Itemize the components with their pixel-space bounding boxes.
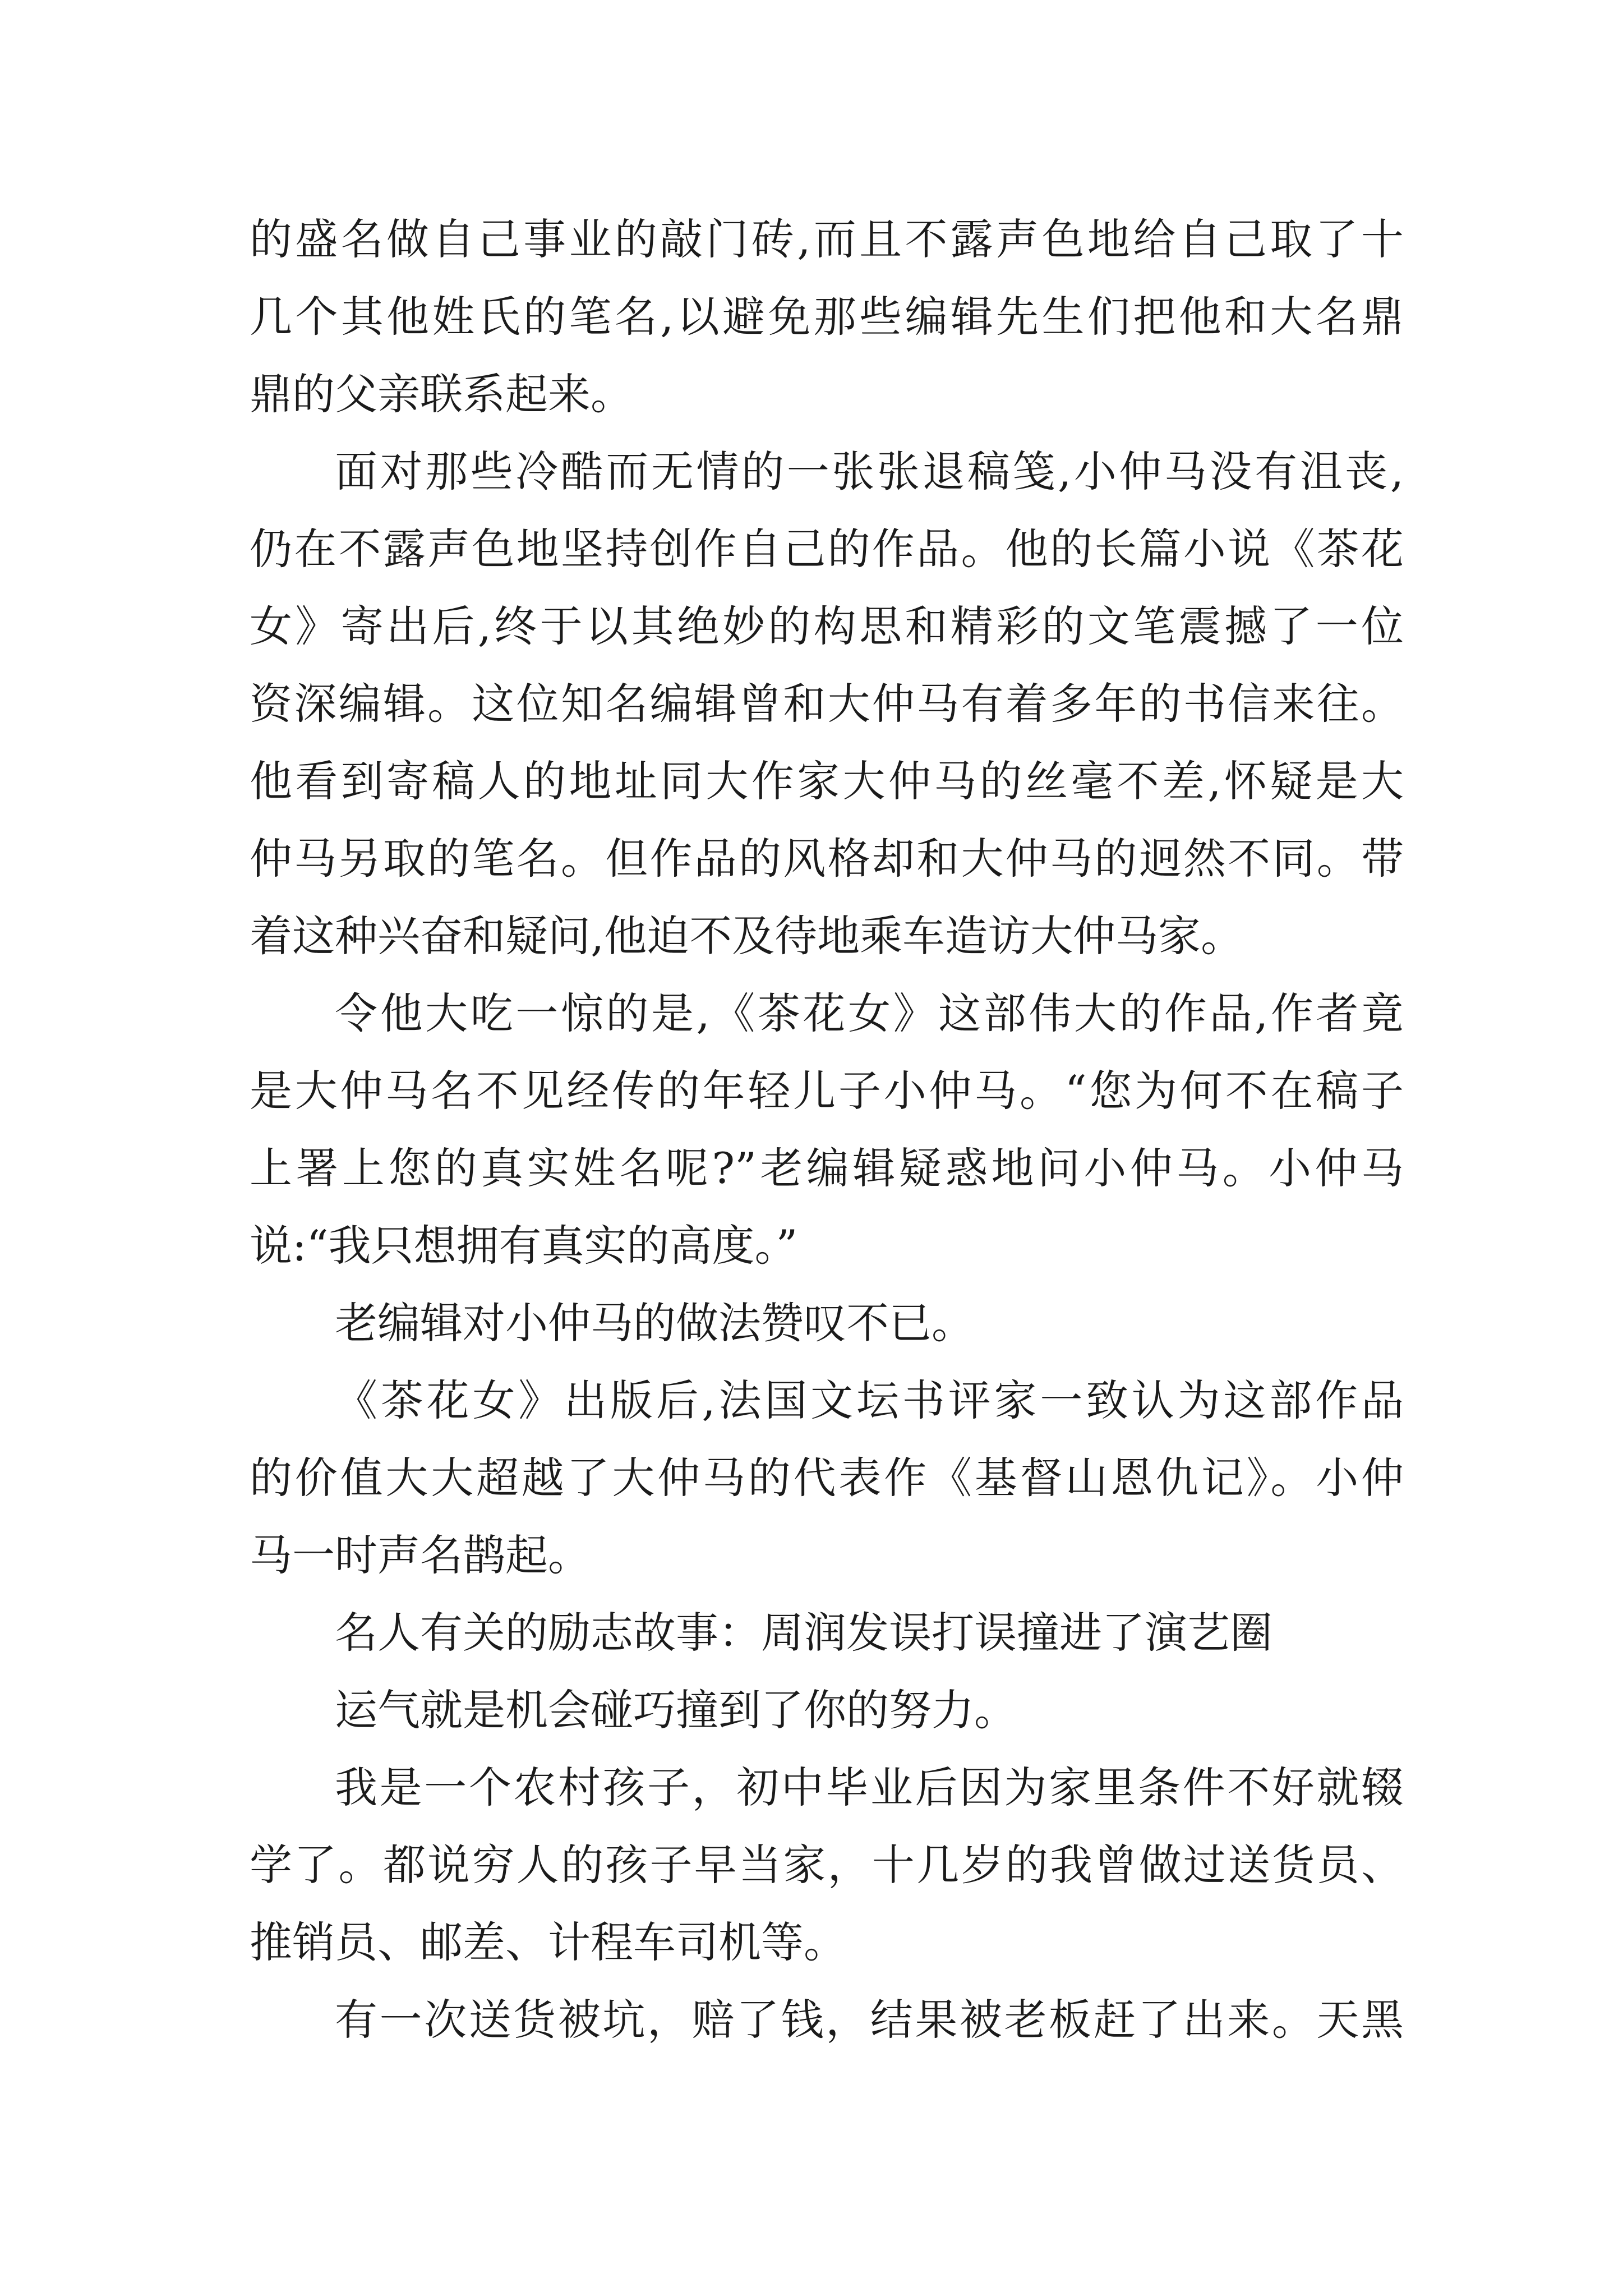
text-line: 推销员、邮差、计程车司机等。 bbox=[250, 1917, 846, 1967]
text-line: 《茶花女》出版后,法国文坛书评家一致认为这部作品 bbox=[335, 1375, 1404, 1425]
text-line: 仍在不露声色地坚持创作自己的作品。他的长篇小说《茶花 bbox=[250, 524, 1404, 574]
text-line: 他看到寄稿人的地址同大作家大仲马的丝毫不差,怀疑是大 bbox=[250, 756, 1404, 806]
text-line: 马一时声名鹊起。 bbox=[250, 1530, 591, 1580]
text-line: 学了。都说穷人的孩子早当家，十几岁的我曾做过送货员、 bbox=[250, 1840, 1404, 1890]
text-line: 面对那些冷酷而无情的一张张退稿笺,小仲马没有沮丧, bbox=[335, 447, 1404, 496]
text-line: 我是一个农村孩子，初中毕业后因为家里条件不好就辍 bbox=[335, 1763, 1404, 1812]
text-line: 说:“我只想拥有真实的高度。” bbox=[250, 1221, 798, 1271]
paragraph bbox=[250, 1749, 1404, 1981]
text-line: 女》寄出后,终于以其绝妙的构思和精彩的文笔震撼了一位 bbox=[250, 601, 1404, 651]
text-line: 老编辑对小仲马的做法赞叹不已。 bbox=[335, 1298, 974, 1348]
paragraph bbox=[250, 1672, 1404, 1749]
text-line: 的价值大大超越了大仲马的代表作《基督山恩仇记》。小仲 bbox=[250, 1453, 1404, 1503]
text-line: 运气就是机会碰巧撞到了你的努力。 bbox=[335, 1685, 1017, 1735]
paragraph bbox=[250, 1981, 1404, 2059]
text-line: 仲马另取的笔名。但作品的风格却和大仲马的迥然不同。带 bbox=[250, 834, 1404, 884]
text-line: 的盛名做自己事业的敲门砖,而且不露声色地给自己取了十 bbox=[250, 214, 1404, 264]
text-line: 资深编辑。这位知名编辑曾和大仲马有着多年的书信来往。 bbox=[250, 679, 1404, 729]
paragraph bbox=[250, 975, 1404, 1285]
paragraph bbox=[250, 201, 1404, 433]
text-line: 着这种兴奋和疑问,他迫不及待地乘车造访大仲马家。 bbox=[250, 911, 1244, 961]
text-line: 有一次送货被坑，赔了钱，结果被老板赶了出来。天黑 bbox=[335, 1995, 1404, 2045]
paragraph bbox=[250, 433, 1404, 975]
text-line: 是大仲马名不见经传的年轻儿子小仲马。“您为何不在稿子 bbox=[250, 1066, 1404, 1116]
paragraph bbox=[250, 1285, 1404, 1362]
paragraph bbox=[250, 1362, 1404, 1594]
text-line: 鼎的父亲联系起来。 bbox=[250, 369, 633, 419]
text-line: 上署上您的真实姓名呢?”老编辑疑惑地问小仲马。小仲马 bbox=[250, 1143, 1404, 1193]
text-line: 令他大吃一惊的是,《茶花女》这部伟大的作品,作者竟 bbox=[335, 988, 1404, 1038]
text-line: 名人有关的励志故事：周润发误打误撞进了演艺圈 bbox=[335, 1608, 1272, 1658]
document-body bbox=[250, 201, 1404, 2059]
text-line: 几个其他姓氏的笔名,以避免那些编辑先生们把他和大名鼎 bbox=[250, 292, 1404, 342]
section-heading bbox=[250, 1594, 1404, 1672]
